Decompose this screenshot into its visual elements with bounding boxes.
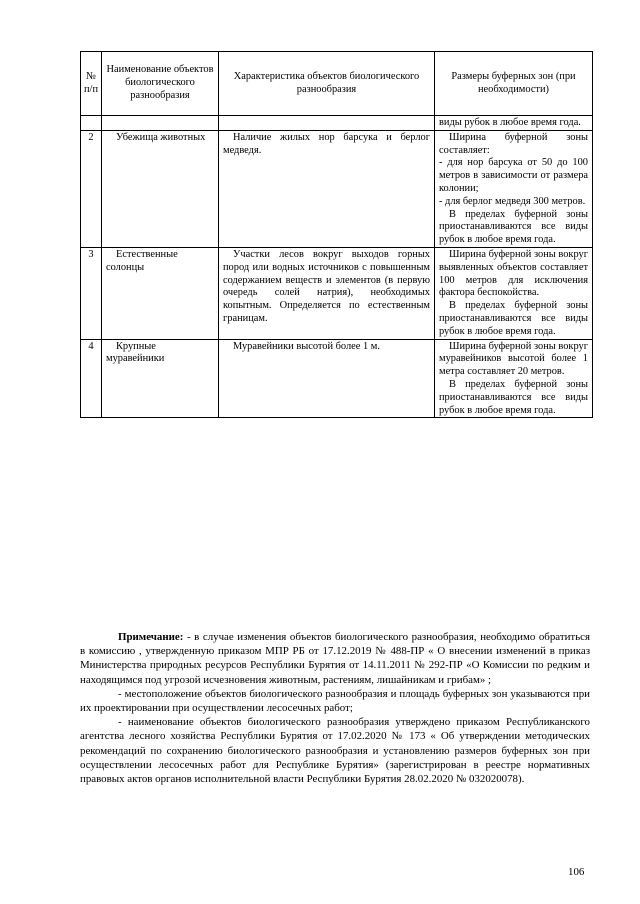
table-header-row <box>81 52 593 116</box>
cell-num: 4 <box>81 339 102 418</box>
header-num: № п/п <box>81 52 102 116</box>
cell-buffer: виды рубок в любое время года. <box>435 116 593 131</box>
cell-num: 3 <box>81 247 102 339</box>
page-number: 106 <box>568 866 585 878</box>
table-row <box>81 130 593 247</box>
buffer-line: Ширина буферной зоны вокруг муравейников высотой более 1 метра составляет 20 метров. <box>439 340 588 378</box>
buffer-line: В пределах буферной зоны приостанавливаются все виды рубок в любое время года. <box>439 378 588 416</box>
note-paragraph <box>80 630 590 687</box>
header-buffer: Размеры буферных зон (при необходимости) <box>435 52 593 116</box>
cell-num: 2 <box>81 130 102 247</box>
cell-buffer <box>435 247 593 339</box>
cell-buffer <box>435 130 593 247</box>
buffer-line: Ширина буферной зоны вокруг выявленных объектов составляет 100 метров для исключения фактора беспокойства. <box>439 248 588 299</box>
note-paragraph: - наименование объектов биологического разнообразия утверждено приказом Республиканского агентства лесного хозяйства Республики Бурятия от 17.02.2020 № 173 « Об утверждении методических рекомендаций по сохранению биологического разнообразия и установлению размеров буферных зон при осуществлении лесосечных работ для Республике Бурятия» (зарегистрирован в реестре нормативных правовых актов органов исполнительной власти Республики Бурятия 28.02.2020 № 032020078). <box>80 716 590 786</box>
buffer-line: - для берлог медведя 300 метров. <box>439 195 586 207</box>
buffer-line: В пределах буферной зоны приостанавливаются все виды рубок в любое время года. <box>439 300 588 337</box>
note-text: - в случае изменения объектов биологического разнообразия, необходимо обратиться в комиссию , утвержденную приказом МПР РБ от 17.12.2019 № 488-ПР « О внесении изменений в приказ Министерства природных ресурсов Республики Бурятия от 14.11.2011 № 292-ПР «О Комиссии по редким и находящимся под угрозой исчезновения животным, растениям, лишайникам и грибам» ; <box>80 631 590 686</box>
note-label: Примечание: <box>118 631 184 643</box>
buffer-line: Ширина буферной зоны составляет: <box>439 131 588 156</box>
cell-num <box>81 116 102 131</box>
cell-characteristic: Муравейники высотой более 1 м. <box>219 339 435 418</box>
header-name: Наименование объектов биологического разнообразия <box>102 52 219 116</box>
table-row-continuation <box>81 116 593 131</box>
table-row <box>81 339 593 418</box>
cell-name: Убежища животных <box>102 130 219 247</box>
cell-characteristic: Участки лесов вокруг выходов горных пород или водных источников с повышенным содержанием веществ и элементов (в первую очередь солей натрия), необходимых копытным. Определяется по естественным границам. <box>219 247 435 339</box>
cell-buffer <box>435 339 593 418</box>
cell-characteristic <box>219 116 435 131</box>
cell-characteristic: Наличие жилых нор барсука и берлог медведя. <box>219 130 435 247</box>
biodiversity-table <box>80 51 593 418</box>
cell-name <box>102 116 219 131</box>
cell-name: Крупные муравейники <box>102 339 219 418</box>
buffer-line: - для нор барсука от 50 до 100 метров в зависимости от размера колонии; <box>439 157 588 194</box>
note-paragraph: - местоположение объектов биологического разнообразия и площадь буферных зон указываются при их проектировании при осуществлении лесосечных работ; <box>80 687 590 715</box>
cell-name: Естественные солонцы <box>102 247 219 339</box>
note-section <box>80 630 590 786</box>
header-characteristic: Характеристика объектов биологического разнообразия <box>219 52 435 116</box>
table-row <box>81 247 593 339</box>
buffer-line: В пределах буферной зоны приостанавливаются все виды рубок в любое время года. <box>439 208 588 246</box>
